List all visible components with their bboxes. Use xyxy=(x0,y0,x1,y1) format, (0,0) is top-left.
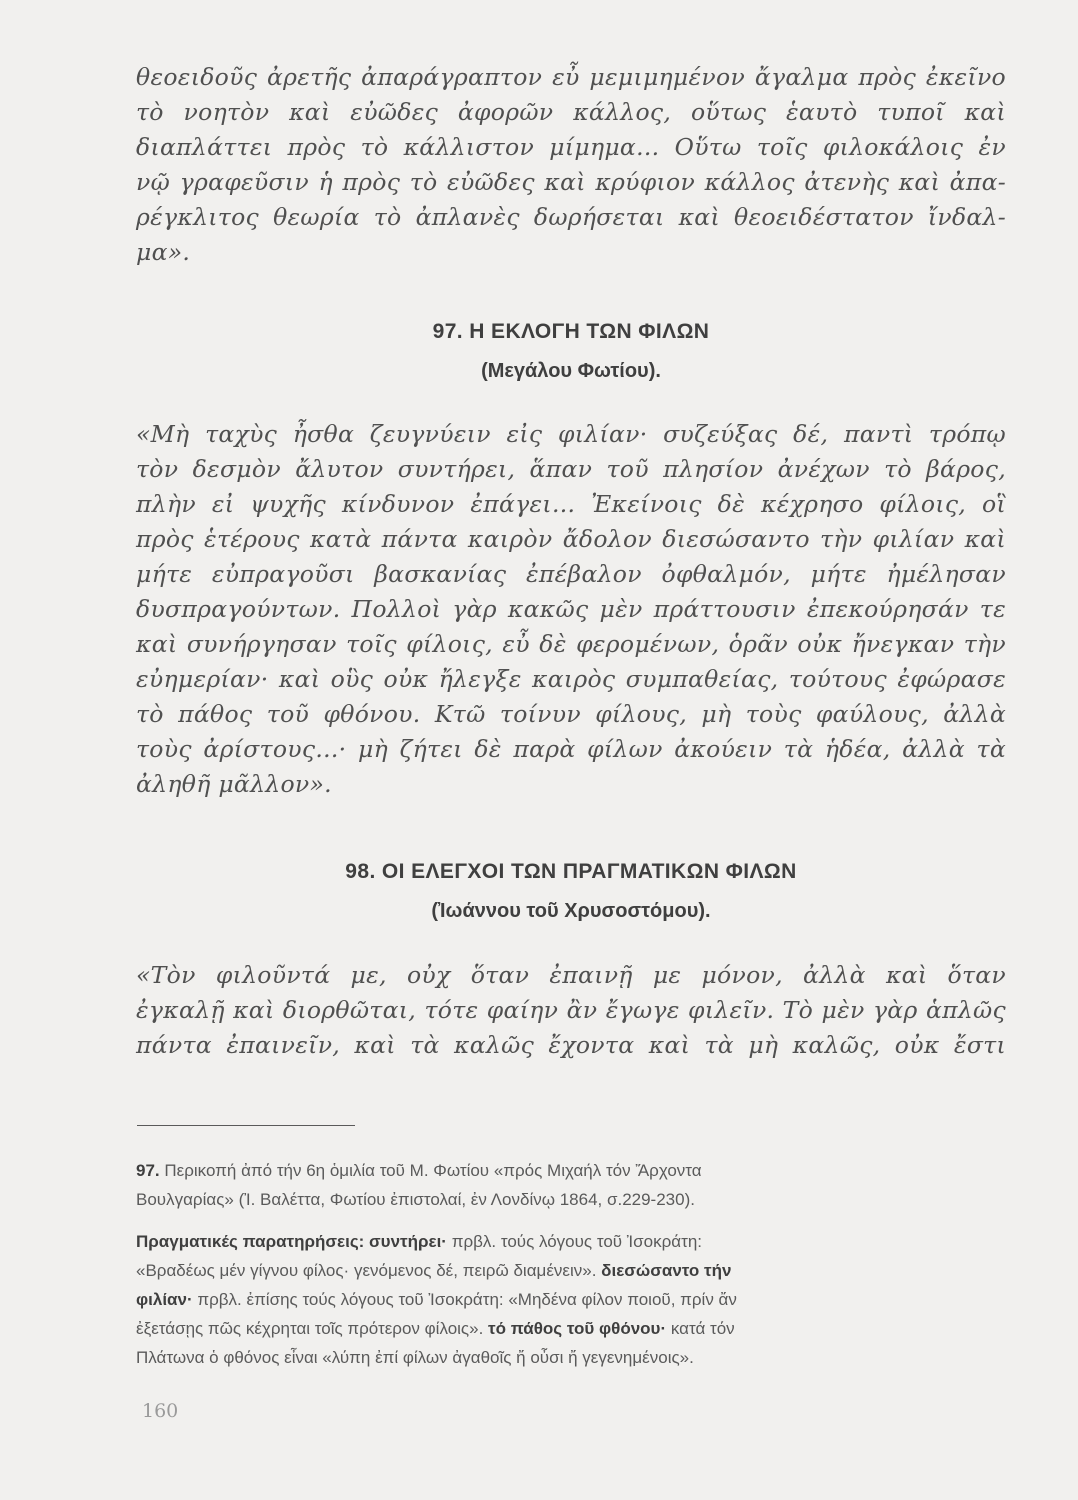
top-paragraph xyxy=(136,60,1006,270)
text-line: θεοειδοῦς ἀρετῆς ἀπαράγραπτον εὖ μεμιμημένον ἄγαλμα πρὸς ἐκεῖνο xyxy=(136,63,1006,91)
section-97-heading: 97. Η ΕΚΛΟΓΗ ΤΩΝ ΦΙΛΩΝ xyxy=(432,320,710,343)
text-line: μήτε εὐπραγοῦσι βασκανίας ἐπέβαλον ὀφθαλμόν, μήτε ἠμέλησαν xyxy=(136,560,1006,588)
text-line: νῷ γραφεῦσιν ἡ πρὸς τὸ εὐῶδες καὶ κρύφιον κάλλος ἀτενὴς καὶ ἀπα- xyxy=(136,168,1006,196)
section-98-subheading: (Ἰωάννου τοῦ Χρυσοστόμου). xyxy=(431,900,711,922)
remarks-term: τό πάθος τοῦ φθόνου· xyxy=(488,1319,667,1338)
remarks-line xyxy=(136,1285,1006,1314)
footnote-text: Περικοπή ἀπό τήν 6η ὁμιλία τοῦ Μ. Φωτίου «πρός Μιχαήλ τόν Ἄρχοντα xyxy=(164,1161,702,1180)
remarks-line xyxy=(136,1227,1006,1256)
text-line: πάντα ἐπαινεῖν, καὶ τὰ καλῶς ἔχοντα καὶ τὰ μὴ καλῶς, οὐκ ἔστι xyxy=(136,1031,1006,1059)
footnotes xyxy=(136,1156,1006,1372)
text-line: ἀληθῆ μᾶλλον». xyxy=(136,770,332,798)
section-98-heading: 98. ΟΙ ΕΛΕΓΧΟΙ ΤΩΝ ΠΡΑΓΜΑΤΙΚΩΝ ΦΙΛΩΝ xyxy=(345,860,797,883)
section-97-subheading: (Μεγάλου Φωτίου). xyxy=(481,360,661,382)
remarks-line xyxy=(136,1314,1006,1343)
text-line: ἐγκαλῇ καὶ διορθῶται, τότε φαίην ἂν ἔγωγε φιλεῖν. Τὸ μὲν γὰρ ἁπλῶς xyxy=(136,996,1006,1024)
remarks-line: Πλάτωνα ὁ φθόνος εἶναι «λύπη ἐπί φίλων ἀγαθοῖς ἤ οὖσι ἤ γεγενημένοις». xyxy=(136,1348,694,1367)
remarks-text: «Βραδέως μέν γίγνου φίλος· γενόμενος δέ, πειρῶ διαμένειν». xyxy=(136,1261,597,1280)
text-line: πλὴν εἰ ψυχῆς κίνδυνον ἐπάγει... Ἐκείνοις δὲ κέχρησο φίλοις, οἳ xyxy=(136,490,1006,518)
text-line: διαπλάττει πρὸς τὸ κάλλιστον μίμημα... Οὕτω τοῖς φιλοκάλοις ἐν xyxy=(136,133,1006,161)
page-number: 160 xyxy=(142,1400,179,1422)
remarks-label: Πραγματικές παρατηρήσεις: συντήρει· xyxy=(136,1232,447,1251)
footnote-divider xyxy=(137,1125,355,1126)
footnote-number: 97. xyxy=(136,1161,160,1180)
text-line: «Τὸν φιλοῦντά με, οὐχ ὅταν ἐπαινῇ με μόνον, ἀλλὰ καὶ ὅταν xyxy=(136,961,1006,989)
section-98-text xyxy=(136,958,1006,1063)
text-line: τὸ πάθος τοῦ φθόνου. Κτῶ τοίνυν φίλους, μὴ τοὺς φαύλους, ἀλλὰ xyxy=(136,700,1006,728)
text-line: δυσπραγούντων. Πολλοὶ γὰρ κακῶς μὲν πράττουσιν ἐπεκούρησάν τε xyxy=(136,595,1006,623)
text-line: «Μὴ ταχὺς ἦσθα ζευγνύειν εἰς φιλίαν· συζεύξας δέ, παντὶ τρόπῳ xyxy=(136,420,1006,448)
remarks-text: κατά τόν xyxy=(670,1319,735,1338)
text-line: τὸ νοητὸν καὶ εὐῶδες ἀφορῶν κάλλος, οὕτως ἑαυτὸ τυποῖ καὶ xyxy=(136,98,1006,126)
remarks-text: πρβλ. τούς λόγους τοῦ Ἰσοκράτη: xyxy=(451,1232,703,1251)
text-line: εὐημερίαν· καὶ οὓς οὐκ ἤλεγξε καιρὸς συμπαθείας, τούτους ἐφώρασε xyxy=(136,665,1006,693)
text-line: τὸν δεσμὸν ἄλυτον συντήρει, ἅπαν τοῦ πλησίον ἀνέχων τὸ βάρος, xyxy=(136,455,1006,483)
text-line: ρέγκλιτος θεωρία τὸ ἀπλανὲς δωρήσεται καὶ θεοειδέστατον ἴνδαλ- xyxy=(136,203,1006,231)
text-line: πρὸς ἑτέρους κατὰ πάντα καιρὸν ἄδολον διεσώσαντο τὴν φιλίαν καὶ xyxy=(136,525,1006,553)
footnote-97-line xyxy=(136,1156,1006,1185)
footnote-97-line: Βουλγαρίας» (Ἰ. Βαλέττα, Φωτίου ἐπιστολαί, ἐν Λονδίνῳ 1864, σ.229-230). xyxy=(136,1190,695,1209)
text-line: μα». xyxy=(136,238,191,266)
remarks-line xyxy=(136,1256,1006,1285)
remarks-term: διεσώσαντο τήν xyxy=(601,1261,732,1280)
remarks-text: ἐξετάσῃς πῶς κέχρηται τοῖς πρότερον φίλοις». xyxy=(136,1319,484,1338)
text-line: τοὺς ἀρίστους...· μὴ ζήτει δὲ παρὰ φίλων ἀκούειν τὰ ἡδέα, ἀλλὰ τὰ xyxy=(136,735,1006,763)
text-line: καὶ συνήργησαν τοῖς φίλοις, εὖ δὲ φερομένων, ὁρᾶν οὐκ ἤνεγκαν τὴν xyxy=(136,630,1006,658)
remarks-term: φιλίαν· xyxy=(136,1290,193,1309)
remarks-text: πρβλ. ἐπίσης τούς λόγους τοῦ Ἰσοκράτη: «Μηδένα φίλον ποιοῦ, πρίν ἄν xyxy=(197,1290,737,1309)
section-97-text xyxy=(136,417,1006,802)
